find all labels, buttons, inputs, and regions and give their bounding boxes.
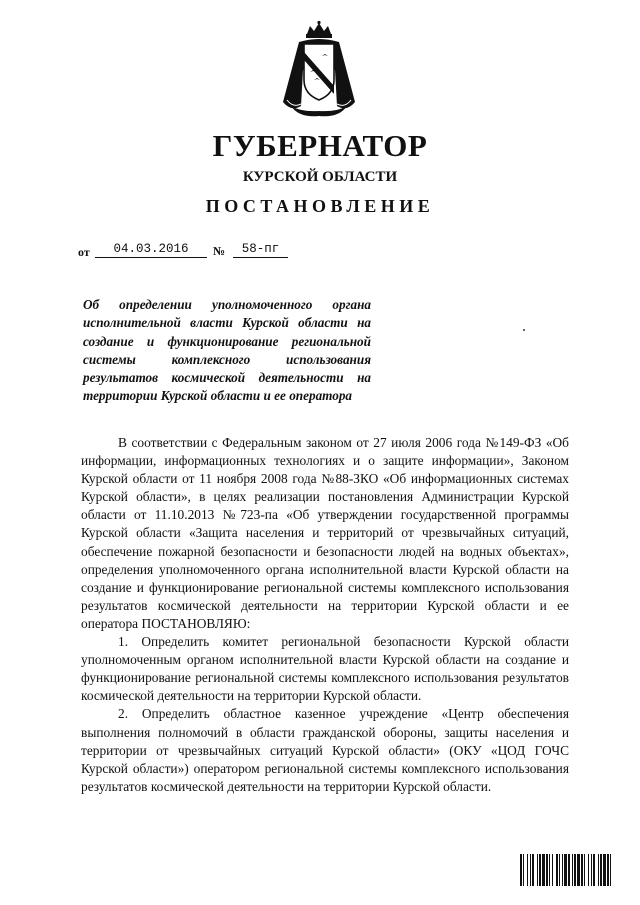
document-date: 04.03.2016 — [95, 241, 207, 258]
document-body — [81, 434, 569, 796]
preamble-paragraph: В соответствии с Федеральным законом от 27 июля 2006 года №149-ФЗ «Об информации, информационных технологиях и о защите информации», Законом Курской области от 11 ноября 2008 года №88-ЗКО «Об информационных системах Курской области», в целях реализации постановления Администрации Курской области от 11.10.2013 №723-па «Об утверждении государственной программы Курской области «Защита населения и территорий от чрезвычайных ситуаций, обеспечение пожарной безопасности и безопасности людей на водных объектах», определения уполномоченного органа исполнительной власти Курской области на создание и функционирование региональной системы комплексного использования результатов космической деятельности на территории Курской области и ее оператора ПОСТАНОВЛЯЮ: — [81, 435, 569, 631]
number-sign: № — [213, 244, 226, 258]
document-type-title: ПОСТАНОВЛЕНИЕ — [205, 196, 435, 216]
coat-of-arms-icon — [277, 20, 361, 120]
date-number-line — [78, 241, 338, 261]
item-2-paragraph: 2. Определить областное казенное учреждение «Центр обеспечения выполнения полномочий в области гражданской обороны, защиты населения и территории от чрезвычайных ситуаций Курской области» (ОКУ «ЦОД ГОЧС Курской области») оператором региональной системы комплексного использования результатов космической деятельности на территории Курской области. — [81, 706, 569, 794]
scan-speck — [523, 329, 525, 331]
barcode-icon — [520, 854, 613, 886]
page-title: ГУБЕРНАТОР — [212, 128, 428, 163]
document-subject: Об определении уполномоченного органа исполнительной власти Курской области на создание и функционирование региональной системы комплексного использования результатов космической деятельности на территории Курской области и ее оператора — [83, 297, 371, 404]
document-number: 58-пг — [233, 241, 288, 258]
region-title: КУРСКОЙ ОБЛАСТИ — [242, 169, 398, 185]
date-prefix: от — [78, 245, 90, 259]
item-1-paragraph: 1. Определить комитет региональной безопасности Курской области уполномоченным органом исполнительной власти Курской области на создание и функционирование региональной системы комплексного использования результатов космической деятельности на территории Курской области. — [81, 634, 569, 704]
